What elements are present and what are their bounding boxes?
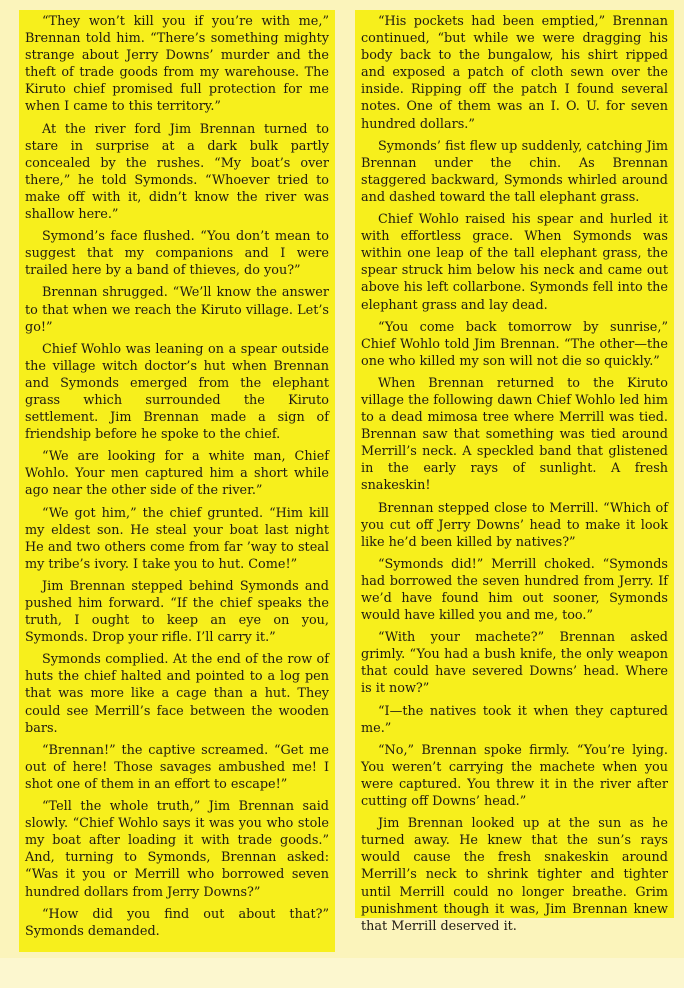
paragraph: “Symonds did!” Merrill choked. “Symonds had borrowed the seven hundred from Jerry. If we’d have found him out sooner, Symonds would have killed you and me, too.”: [361, 556, 668, 624]
page-bottom-margin: [0, 958, 684, 988]
paragraph: Symonds complied. At the end of the row of huts the chief halted and pointed to a log pen that was more like a cage than a hut. They could see Merrill’s face between the wooden bars.: [25, 652, 329, 736]
paragraph: Brennan shrugged. “We’ll know the answer to that when we reach the Kiruto village. Let’s go!”: [25, 285, 329, 335]
paragraph: Jim Brennan looked up at the sun as he turned away. He knew that the sun’s rays would cause the fresh snakeskin around Merrill’s neck to shrink tighter and tighter until Merrill could no longer breathe. Grim punishment though it was, Jim Brennan knew that Merrill deserved it.: [361, 816, 668, 934]
paragraph: Chief Wohlo raised his spear and hurled it with effortless grace. When Symonds was within one leap of the tall elephant grass, the spear struck him below his neck and came out above his left collarbone. Symonds fell into the elephant grass and lay dead.: [361, 212, 668, 313]
paragraph: “You come back tomorrow by sunrise,” Chief Wohlo told Jim Brennan. “The other—the one who killed my son will not die so quickly.”: [361, 319, 668, 369]
left-column: [19, 10, 335, 952]
paragraph: Symonds’ fist flew up suddenly, catching Jim Brennan under the chin. As Brennan staggered backward, Symonds whirled around and dashed toward the tall elephant grass.: [361, 138, 668, 205]
paragraph: “Brennan!” the captive screamed. “Get me out of here! Those savages ambushed me! I shot one of them in an effort to escape!”: [25, 742, 329, 792]
paragraph: “With your machete?” Brennan asked grimly. “You had a bush knife, the only weapon that could have severed Downs’ head. Where is it now?”: [361, 630, 668, 697]
paragraph: Brennan stepped close to Merrill. “Which of you cut off Jerry Downs’ head to make it look like he’d been killed by natives?”: [361, 500, 668, 550]
paragraph: “No,” Brennan spoke firmly. “You’re lying. You weren’t carrying the machete when you were captured. You threw it in the river after cutting off Downs’ head.”: [361, 742, 668, 810]
paragraph: “How did you find out about that?” Symonds demanded.: [25, 906, 329, 939]
paragraph: “Tell the whole truth,” Jim Brennan said slowly. “Chief Wohlo says it was you who stole my boat after loading it with trade goods.” And, turning to Symonds, Brennan asked: “Was it you or Merrill who borrowed seven hundred dollars from Jerry Downs?”: [25, 799, 329, 900]
paragraph: “I—the natives took it when they captured me.”: [361, 703, 668, 736]
paragraph: Chief Wohlo was leaning on a spear outside the village witch doctor’s hut when Brennan and Symonds emerged from the elephant grass which surrounded the Kiruto settlement. Jim Brennan made a sign of friendship before he spoke to the chief.: [25, 341, 329, 443]
paragraph: When Brennan returned to the Kiruto village the following dawn Chief Wohlo led him to a dead mimosa tree where Merrill was tied. Brennan saw that something was tied around Merrill’s neck. A speckled band that glistened in the early rays of sunlight. A fresh snakeskin!: [361, 375, 668, 494]
paragraph: “We got him,” the chief grunted. “Him kill my eldest son. He steal your boat last night He and two others come from far ’way to steal my tribe’s ivory. I take you to hut. Come!”: [25, 505, 329, 572]
paragraph: At the river ford Jim Brennan turned to stare in surprise at a dark bulk partly concealed by the rushes. “My boat’s over there,” he told Symonds. “Whoever tried to make off with it, didn’t know the river was shallow here.”: [25, 121, 329, 223]
paragraph: “We are looking for a white man, Chief Wohlo. Your men captured him a short while ago near the other side of the river.”: [25, 449, 329, 499]
right-column: [355, 10, 674, 934]
paragraph: Jim Brennan stepped behind Symonds and pushed him forward. “If the chief speaks the truth, I ought to keep an eye on you, Symonds. Drop your rifle. I’ll carry it.”: [25, 578, 329, 646]
paragraph: Symond’s face flushed. “You don’t mean to suggest that my companions and I were trailed here by a band of thieves, do you?”: [25, 229, 329, 279]
paragraph: “His pockets had been emptied,” Brennan continued, “but while we were dragging his body back to the bungalow, his shirt ripped and exposed a patch of cloth sewn over the inside. Ripping off the patch I found several notes. One of them was an I. O. U. for seven hundred dollars.”: [361, 14, 668, 132]
paragraph: “They won’t kill you if you’re with me,” Brennan told him. “There’s something mighty strange about Jerry Downs’ murder and the theft of trade goods from my warehouse. The Kiruto chief promised full protection for me when I came to this territory.”: [25, 14, 329, 115]
